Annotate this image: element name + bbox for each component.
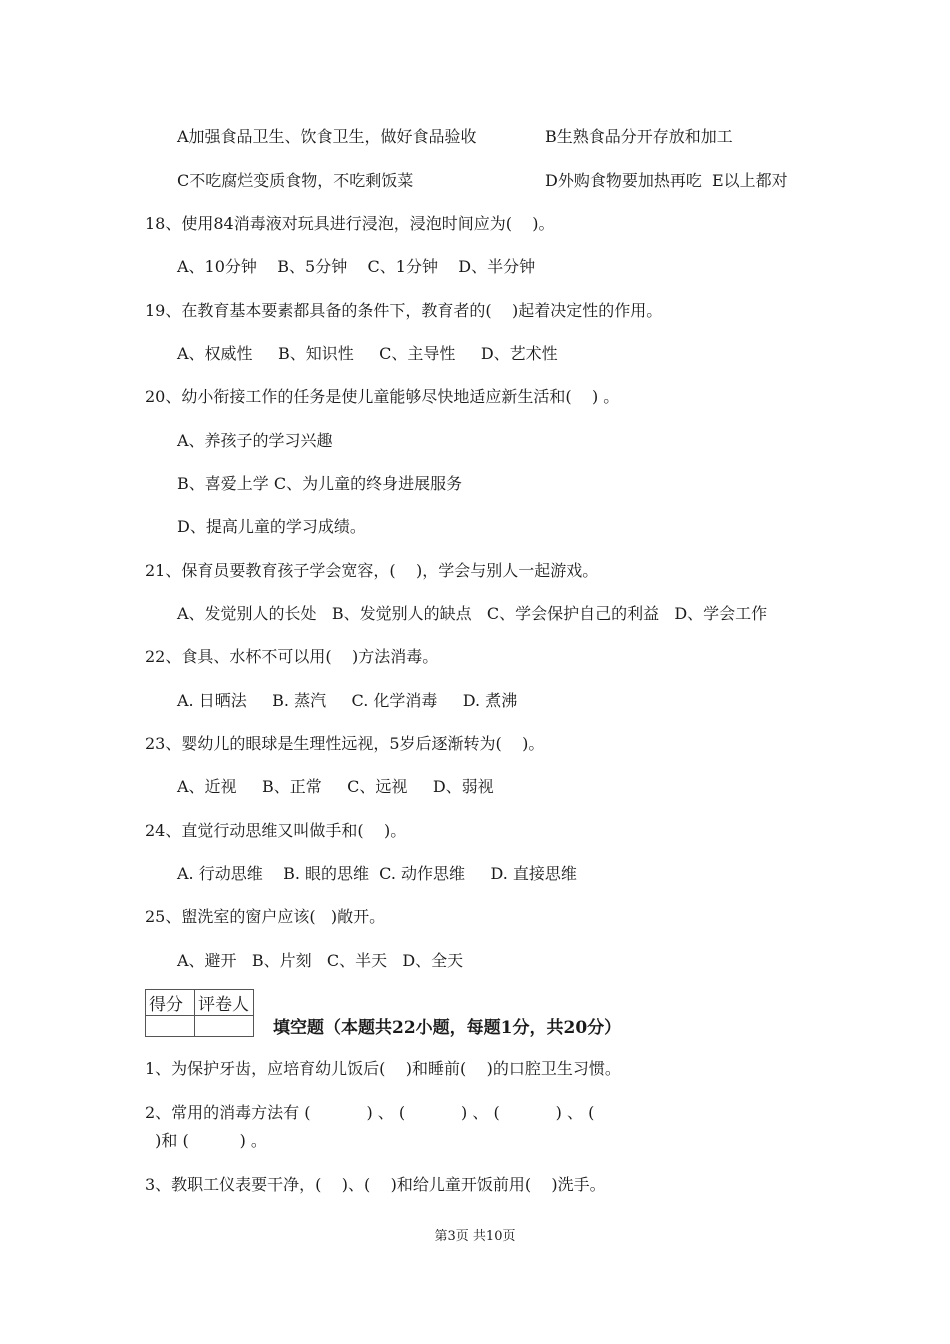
question-23-options: A、近视 B、正常 C、远视 D、弱视	[177, 777, 494, 796]
question-19-stem: 19、在教育基本要素都具备的条件下，教育者的( )起着决定性的作用。	[145, 301, 663, 320]
grader-label: 评卷人	[195, 990, 254, 1016]
question-19-options: A、权威性 B、知识性 C、主导性 D、艺术性	[177, 344, 558, 363]
question-24-options: A. 行动思维 B. 眼的思维 C. 动作思维 D. 直接思维	[177, 864, 577, 883]
question-25-stem: 25、盥洗室的窗户应该( )敞开。	[145, 907, 386, 926]
question-20-stem: 20、幼小衔接工作的任务是使儿童能够尽快地适应新生活和( ) 。	[145, 387, 620, 406]
question-23-stem: 23、婴幼儿的眼球是生理性远视，5岁后逐渐转为( )。	[145, 734, 545, 753]
question-20-option-bc: B、喜爱上学 C、为儿童的终身进展服务	[177, 474, 463, 493]
question-20-option-a: A、养孩子的学习兴趣	[177, 431, 333, 450]
question-22-stem: 22、食具、水杯不可以用( )方法消毒。	[145, 647, 439, 666]
score-box	[145, 989, 254, 1037]
q17-option-b: B生熟食品分开存放和加工	[545, 127, 733, 146]
grader-cell[interactable]	[195, 1016, 254, 1037]
fill-blank-2-line1: 2、常用的消毒方法有 ( ) 、 ( ) 、 ( ) 、 (	[145, 1103, 595, 1122]
q17-option-a: A加强食品卫生、饮食卫生，做好食品验收	[177, 127, 477, 146]
question-18-options: A、10分钟 B、5分钟 C、1分钟 D、半分钟	[177, 257, 536, 276]
question-22-options: A. 日晒法 B. 蒸汽 C. 化学消毒 D. 煮沸	[177, 691, 518, 710]
q17-option-d: D外购食物要加热再吃 E以上都对	[545, 171, 788, 190]
question-21-stem: 21、保育员要教育孩子学会宽容，( )，学会与别人一起游戏。	[145, 561, 599, 580]
question-20-option-d: D、提高儿童的学习成绩。	[177, 517, 366, 536]
fill-blank-3: 3、教职工仪表要干净，( )、( )和给儿童开饭前用( )洗手。	[145, 1175, 606, 1194]
q17-option-c: C不吃腐烂变质食物，不吃剩饭菜	[177, 171, 414, 190]
score-label: 得分	[146, 990, 195, 1016]
score-cell[interactable]	[146, 1016, 195, 1037]
fill-blank-1: 1、为保护牙齿，应培育幼儿饭后( )和睡前( )的口腔卫生习惯。	[145, 1059, 621, 1078]
section-title: 填空题（本题共22小题，每题1分，共20分）	[273, 1018, 622, 1038]
question-24-stem: 24、直觉行动思维又叫做手和( )。	[145, 821, 407, 840]
page-footer: 第3页 共10页	[434, 1229, 516, 1244]
question-18-stem: 18、使用84消毒液对玩具进行浸泡，浸泡时间应为( )。	[145, 214, 555, 233]
fill-blank-2-line2: )和 ( ) 。	[145, 1131, 267, 1150]
question-21-options: A、发觉别人的长处 B、发觉别人的缺点 C、学会保护自己的利益 D、学会工作	[177, 604, 768, 623]
question-25-options: A、避开 B、片刻 C、半天 D、全天	[177, 951, 464, 970]
